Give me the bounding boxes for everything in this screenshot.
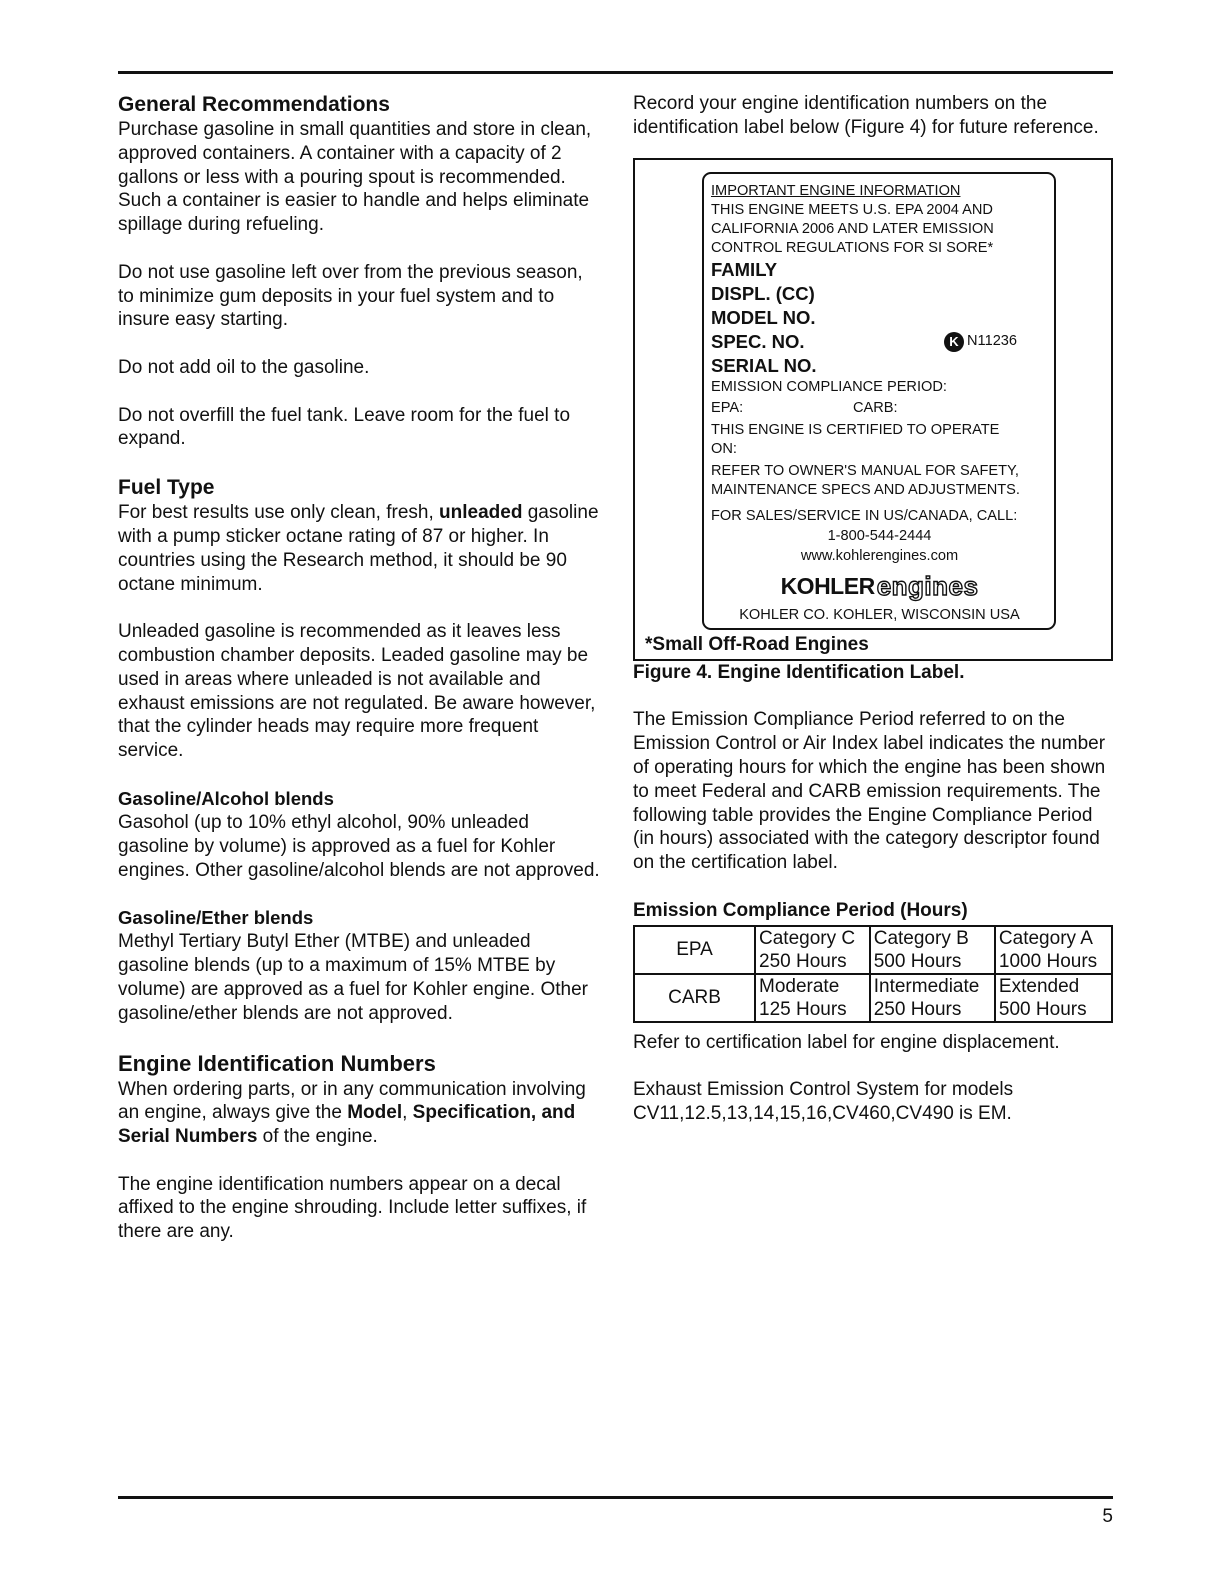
engine-paragraph-2: The engine identification numbers appear on a decal affixed to the engine shrouding. Include letter suffixes, if there are any. bbox=[118, 1173, 587, 1243]
engine-p1-comma: , bbox=[402, 1102, 413, 1124]
table-cell bbox=[755, 926, 870, 974]
cell-category: Extended bbox=[998, 975, 1080, 997]
fuel-paragraph-1 bbox=[118, 501, 603, 596]
exhaust-paragraph: Exhaust Emission Control System for models CV11,12.5,13,14,15,16,CV460,CV490 is EM. bbox=[633, 1079, 1014, 1125]
table-cell bbox=[870, 926, 995, 974]
small-offroad-note: *Small Off-Road Engines bbox=[645, 633, 869, 655]
label-spec-no: SPEC. NO. bbox=[711, 330, 805, 352]
fuel-type-heading: Fuel Type bbox=[118, 476, 215, 500]
fuel-p1-bold: unleaded bbox=[439, 502, 523, 524]
engine-paragraph-1 bbox=[118, 1078, 603, 1149]
label-company: KOHLER CO. KOHLER, WISCONSIN USA bbox=[739, 606, 1020, 623]
engine-label-decal bbox=[702, 172, 1056, 630]
engine-p1-bold-numbers: Specification, and Serial Numbers bbox=[118, 1102, 576, 1148]
label-website: www.kohlerengines.com bbox=[800, 547, 959, 564]
label-model-no: MODEL NO. bbox=[711, 306, 816, 328]
cell-hours: 250 Hours bbox=[873, 998, 962, 1020]
table-row-carb bbox=[634, 974, 1112, 1022]
logo-engines: engines bbox=[876, 571, 979, 602]
engine-p1-bold-model: Model bbox=[347, 1102, 403, 1124]
ether-paragraph: Methyl Tertiary Butyl Ether (MTBE) and unleaded gasoline blends (up to a maximum of 15% MTBE by volume) are approved as a fuel for Kohler engine. Other gasoline/ether blends are not approved. bbox=[118, 931, 588, 1024]
general-paragraph-1: Purchase gasoline in small quantities and store in clean, approved containers. A container with a capacity of 2 gallons or less with a pouring spout is recommended. Such a container is easier to handle and helps eliminate spillage during refueling. bbox=[118, 119, 592, 236]
label-epa-carb-row bbox=[711, 399, 1048, 418]
general-paragraph-4: Do not overfill the fuel tank. Leave room for the fuel to expand. bbox=[118, 404, 571, 450]
cell-hours: 250 Hours bbox=[759, 950, 847, 972]
table-title: Emission Compliance Period (Hours) bbox=[633, 899, 968, 921]
label-sales: FOR SALES/SERVICE IN US/CANADA, CALL: bbox=[711, 507, 1018, 524]
logo-kohler: KOHLER bbox=[780, 573, 875, 600]
cell-hours: 125 Hours bbox=[759, 998, 847, 1020]
cell-hours: 500 Hours bbox=[873, 950, 962, 972]
alcohol-paragraph: Gasohol (up to 10% ethyl alcohol, 90% unleaded gasoline by volume) is approved as a fuel for Kohler engines. Other gasoline/alcohol blends are not approved. bbox=[118, 811, 600, 881]
cell-hours: 1000 Hours bbox=[998, 950, 1098, 972]
label-certified-2: ON: bbox=[711, 440, 737, 457]
general-paragraph-3: Do not add oil to the gasoline. bbox=[118, 356, 370, 378]
ether-blends-heading: Gasoline/Ether blends bbox=[118, 907, 314, 929]
emission-compliance-table bbox=[633, 925, 1113, 1023]
fuel-p1-text-b: gasoline with a pump sticker octane rating of 87 or higher. In countries using the Research method, it should be 90 octane minimum. bbox=[118, 502, 599, 595]
cell-category: Category C bbox=[759, 927, 856, 949]
alcohol-blends-heading: Gasoline/Alcohol blends bbox=[118, 787, 334, 809]
label-compliance-period: EMISSION COMPLIANCE PERIOD: bbox=[711, 378, 947, 395]
certification-seal-icon: K bbox=[944, 332, 964, 352]
label-carb: CARB: bbox=[853, 399, 898, 416]
label-spec-row bbox=[711, 330, 1048, 354]
engine-p1-text-b: of the engine. bbox=[257, 1126, 378, 1148]
general-paragraph-2: Do not use gasoline left over from the previous season, to minimize gum deposits in your fuel system and to insure easy starting. bbox=[118, 261, 583, 331]
record-paragraph: Record your engine identification numbers on the identification label below (Figure 4) for future reference. bbox=[633, 93, 1099, 138]
cell-category: Category B bbox=[873, 927, 969, 949]
cell-category: Moderate bbox=[759, 975, 840, 997]
label-family: FAMILY bbox=[711, 258, 778, 280]
kohler-engines-logo bbox=[711, 570, 1048, 604]
left-column bbox=[118, 92, 603, 1244]
bottom-rule bbox=[118, 1496, 1113, 1499]
top-rule bbox=[118, 71, 1113, 74]
label-meets-1: THIS ENGINE MEETS U.S. EPA 2004 AND bbox=[711, 201, 993, 218]
label-important: IMPORTANT ENGINE INFORMATION bbox=[711, 182, 961, 199]
general-recommendations-heading: General Recommendations bbox=[118, 93, 390, 116]
table-cell bbox=[870, 974, 995, 1022]
table-cell bbox=[995, 974, 1112, 1022]
engine-label-figure bbox=[633, 158, 1113, 661]
label-meets-3: CONTROL REGULATIONS FOR SI SORE* bbox=[711, 239, 994, 256]
fuel-paragraph-2: Unleaded gasoline is recommended as it leaves less combustion chamber deposits. Leaded gasoline may be used in areas where unleaded is not available and exhaust emissions are not regulated. Be aware however, that the cylinder heads may require more frequent service. bbox=[118, 621, 596, 762]
table-cell bbox=[755, 974, 870, 1022]
cell-category: Intermediate bbox=[873, 975, 980, 997]
table-agency-carb: CARB bbox=[634, 974, 755, 1022]
refer-paragraph: Refer to certification label for engine displacement. bbox=[633, 1031, 1060, 1053]
label-refer-2: MAINTENANCE SPECS AND ADJUSTMENTS. bbox=[711, 481, 1020, 498]
label-serial-no: SERIAL NO. bbox=[711, 354, 817, 376]
table-cell bbox=[995, 926, 1112, 974]
page-number: 5 bbox=[1102, 1506, 1113, 1527]
label-refer-1: REFER TO OWNER'S MANUAL FOR SAFETY, bbox=[711, 462, 1019, 479]
table-agency-epa: EPA bbox=[634, 926, 755, 974]
engine-p1-text-a: When ordering parts, or in any communication involving an engine, always give the bbox=[118, 1078, 586, 1124]
label-phone: 1-800-544-2444 bbox=[827, 527, 932, 544]
figure-caption: Figure 4. Engine Identification Label. bbox=[633, 661, 965, 683]
emission-paragraph: The Emission Compliance Period referred to on the Emission Control or Air Index label indicates the number of operating hours for which the engine has been shown to meet Federal and CARB emission requirements. The following table provides the Engine Compliance Period (in hours) associated with the category descriptor found on the certification label. bbox=[633, 709, 1106, 874]
fuel-p1-text-a: For best results use only clean, fresh, bbox=[118, 502, 440, 524]
cell-category: Category A bbox=[998, 927, 1093, 949]
label-certified-1: THIS ENGINE IS CERTIFIED TO OPERATE bbox=[711, 421, 1000, 438]
label-displacement: DISPL. (CC) bbox=[711, 282, 815, 304]
label-epa: EPA: bbox=[711, 399, 744, 416]
label-seal-code: N11236 bbox=[967, 333, 1018, 350]
label-meets-2: CALIFORNIA 2006 AND LATER EMISSION bbox=[711, 220, 994, 237]
table-row-epa bbox=[634, 926, 1112, 974]
right-column bbox=[633, 92, 1115, 1126]
engine-identification-heading: Engine Identification Numbers bbox=[118, 1050, 436, 1076]
cell-hours: 500 Hours bbox=[998, 998, 1087, 1020]
